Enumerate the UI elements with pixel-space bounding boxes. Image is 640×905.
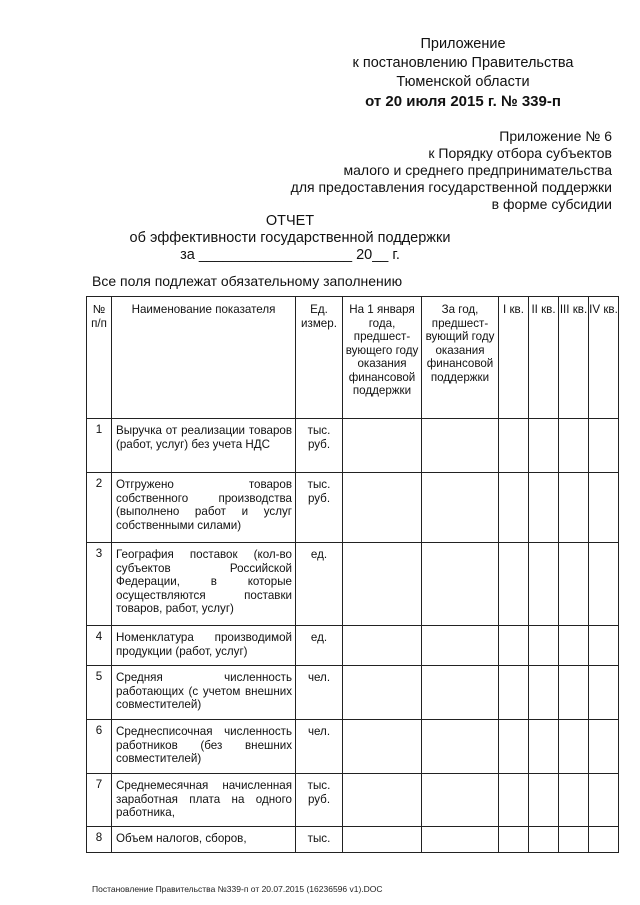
table-row (87, 720, 619, 774)
col-header-name: Наименование показателя (112, 297, 296, 419)
cell-jan[interactable] (343, 626, 422, 666)
table-row (87, 543, 619, 626)
cell-q4[interactable] (589, 827, 619, 853)
cell-q1[interactable] (499, 626, 529, 666)
row-num: 3 (87, 543, 112, 626)
row-name: Выручка от реализации товаров (работ, услуг) без учета НДС (112, 419, 296, 473)
row-name: Объем налогов, сборов, (112, 827, 296, 853)
cell-q2[interactable] (529, 473, 559, 543)
row-name: Среднемесячная начисленная заработная плата на одного работника, (112, 774, 296, 827)
title-line: ОТЧЕТ (265, 213, 315, 229)
report-table (86, 296, 619, 853)
col-header-q1: I кв. (499, 297, 529, 419)
header-line: к постановлению Правительства (352, 55, 574, 71)
mandatory-note: Все поля подлежат обязательному заполнению (92, 273, 403, 289)
cell-jan[interactable] (343, 543, 422, 626)
cell-q4[interactable] (589, 666, 619, 720)
appendix-line: в форме субсидии (491, 196, 612, 212)
col-header-jan: На 1 января года, предшест-вующего году оказания финансовой поддержки (343, 297, 422, 419)
appendix-line: для предоставления государственной поддержки (290, 179, 612, 195)
cell-year[interactable] (422, 473, 499, 543)
cell-jan[interactable] (343, 473, 422, 543)
row-num: 6 (87, 720, 112, 774)
cell-q1[interactable] (499, 543, 529, 626)
cell-jan[interactable] (343, 666, 422, 720)
title-period: за ___________________ 20__ г. (180, 247, 400, 263)
row-num: 5 (87, 666, 112, 720)
cell-q2[interactable] (529, 774, 559, 827)
row-num: 2 (87, 473, 112, 543)
cell-q3[interactable] (559, 827, 589, 853)
cell-q3[interactable] (559, 543, 589, 626)
cell-q4[interactable] (589, 543, 619, 626)
col-header-year: За год, предшест-вующий году оказания финансовой поддержки (422, 297, 499, 419)
cell-q1[interactable] (499, 666, 529, 720)
cell-q3[interactable] (559, 626, 589, 666)
row-num: 1 (87, 419, 112, 473)
cell-year[interactable] (422, 666, 499, 720)
cell-q2[interactable] (529, 626, 559, 666)
row-unit: ед. (296, 543, 343, 626)
cell-q4[interactable] (589, 774, 619, 827)
row-name: Отгружено товаров собственного производства (выполнено работ и услуг собственными силами) (112, 473, 296, 543)
cell-q4[interactable] (589, 419, 619, 473)
row-num: 8 (87, 827, 112, 853)
cell-jan[interactable] (343, 720, 422, 774)
row-unit: тыс. руб. (296, 473, 343, 543)
header-line: Тюменской области (396, 74, 530, 90)
row-unit: чел. (296, 666, 343, 720)
cell-q4[interactable] (589, 626, 619, 666)
col-header-q4: IV кв. (589, 297, 619, 419)
cell-q1[interactable] (499, 473, 529, 543)
header-line: Приложение (420, 36, 506, 52)
cell-jan[interactable] (343, 774, 422, 827)
appendix-header (252, 128, 612, 213)
cell-year[interactable] (422, 774, 499, 827)
cell-q2[interactable] (529, 543, 559, 626)
cell-jan[interactable] (343, 419, 422, 473)
row-name: Средняя численность работающих (с учетом внешних совместителей) (112, 666, 296, 720)
cell-jan[interactable] (343, 827, 422, 853)
row-name: География поставок (кол-во субъектов Российской Федерации, в которые осуществляются поставки товаров, работ, услуг) (112, 543, 296, 626)
cell-q2[interactable] (529, 827, 559, 853)
appendix-line: Приложение № 6 (499, 128, 612, 144)
row-name: Номенклатура производимой продукции (работ, услуг) (112, 626, 296, 666)
col-header-q3: III кв. (559, 297, 589, 419)
table-row (87, 774, 619, 827)
cell-q2[interactable] (529, 720, 559, 774)
cell-q1[interactable] (499, 419, 529, 473)
appendix-line: к Порядку отбора субъектов (428, 145, 612, 161)
cell-year[interactable] (422, 543, 499, 626)
cell-q3[interactable] (559, 774, 589, 827)
table-row (87, 626, 619, 666)
cell-q4[interactable] (589, 473, 619, 543)
cell-year[interactable] (422, 720, 499, 774)
table-row (87, 827, 619, 853)
row-name: Среднесписочная численность работников (без внешних совместителей) (112, 720, 296, 774)
cell-q2[interactable] (529, 419, 559, 473)
row-num: 7 (87, 774, 112, 827)
col-header-num: № п/п (87, 297, 112, 419)
row-unit: тыс. (296, 827, 343, 853)
cell-q1[interactable] (499, 774, 529, 827)
appendix-line: малого и среднего предпринимательства (343, 162, 612, 178)
row-unit: ед. (296, 626, 343, 666)
document-footer: Постановление Правительства №339-п от 20.07.2015 (16236596 v1).DOC (92, 884, 383, 894)
cell-q3[interactable] (559, 419, 589, 473)
table-row (87, 473, 619, 543)
cell-year[interactable] (422, 419, 499, 473)
cell-q1[interactable] (499, 720, 529, 774)
cell-q3[interactable] (559, 720, 589, 774)
cell-q1[interactable] (499, 827, 529, 853)
table-row (87, 666, 619, 720)
row-unit: чел. (296, 720, 343, 774)
title-line: об эффективности государственной поддержки (129, 230, 451, 246)
resolution-header (300, 35, 626, 111)
resolution-date: от 20 июля 2015 г. № 339-п (365, 93, 561, 110)
cell-q2[interactable] (529, 666, 559, 720)
report-title (100, 213, 480, 264)
cell-q4[interactable] (589, 720, 619, 774)
col-header-unit: Ед. измер. (296, 297, 343, 419)
cell-q3[interactable] (559, 666, 589, 720)
cell-year[interactable] (422, 626, 499, 666)
table-row (87, 419, 619, 473)
row-unit: тыс. руб. (296, 774, 343, 827)
row-num: 4 (87, 626, 112, 666)
col-header-q2: II кв. (529, 297, 559, 419)
cell-year[interactable] (422, 827, 499, 853)
cell-q3[interactable] (559, 473, 589, 543)
row-unit: тыс. руб. (296, 419, 343, 473)
